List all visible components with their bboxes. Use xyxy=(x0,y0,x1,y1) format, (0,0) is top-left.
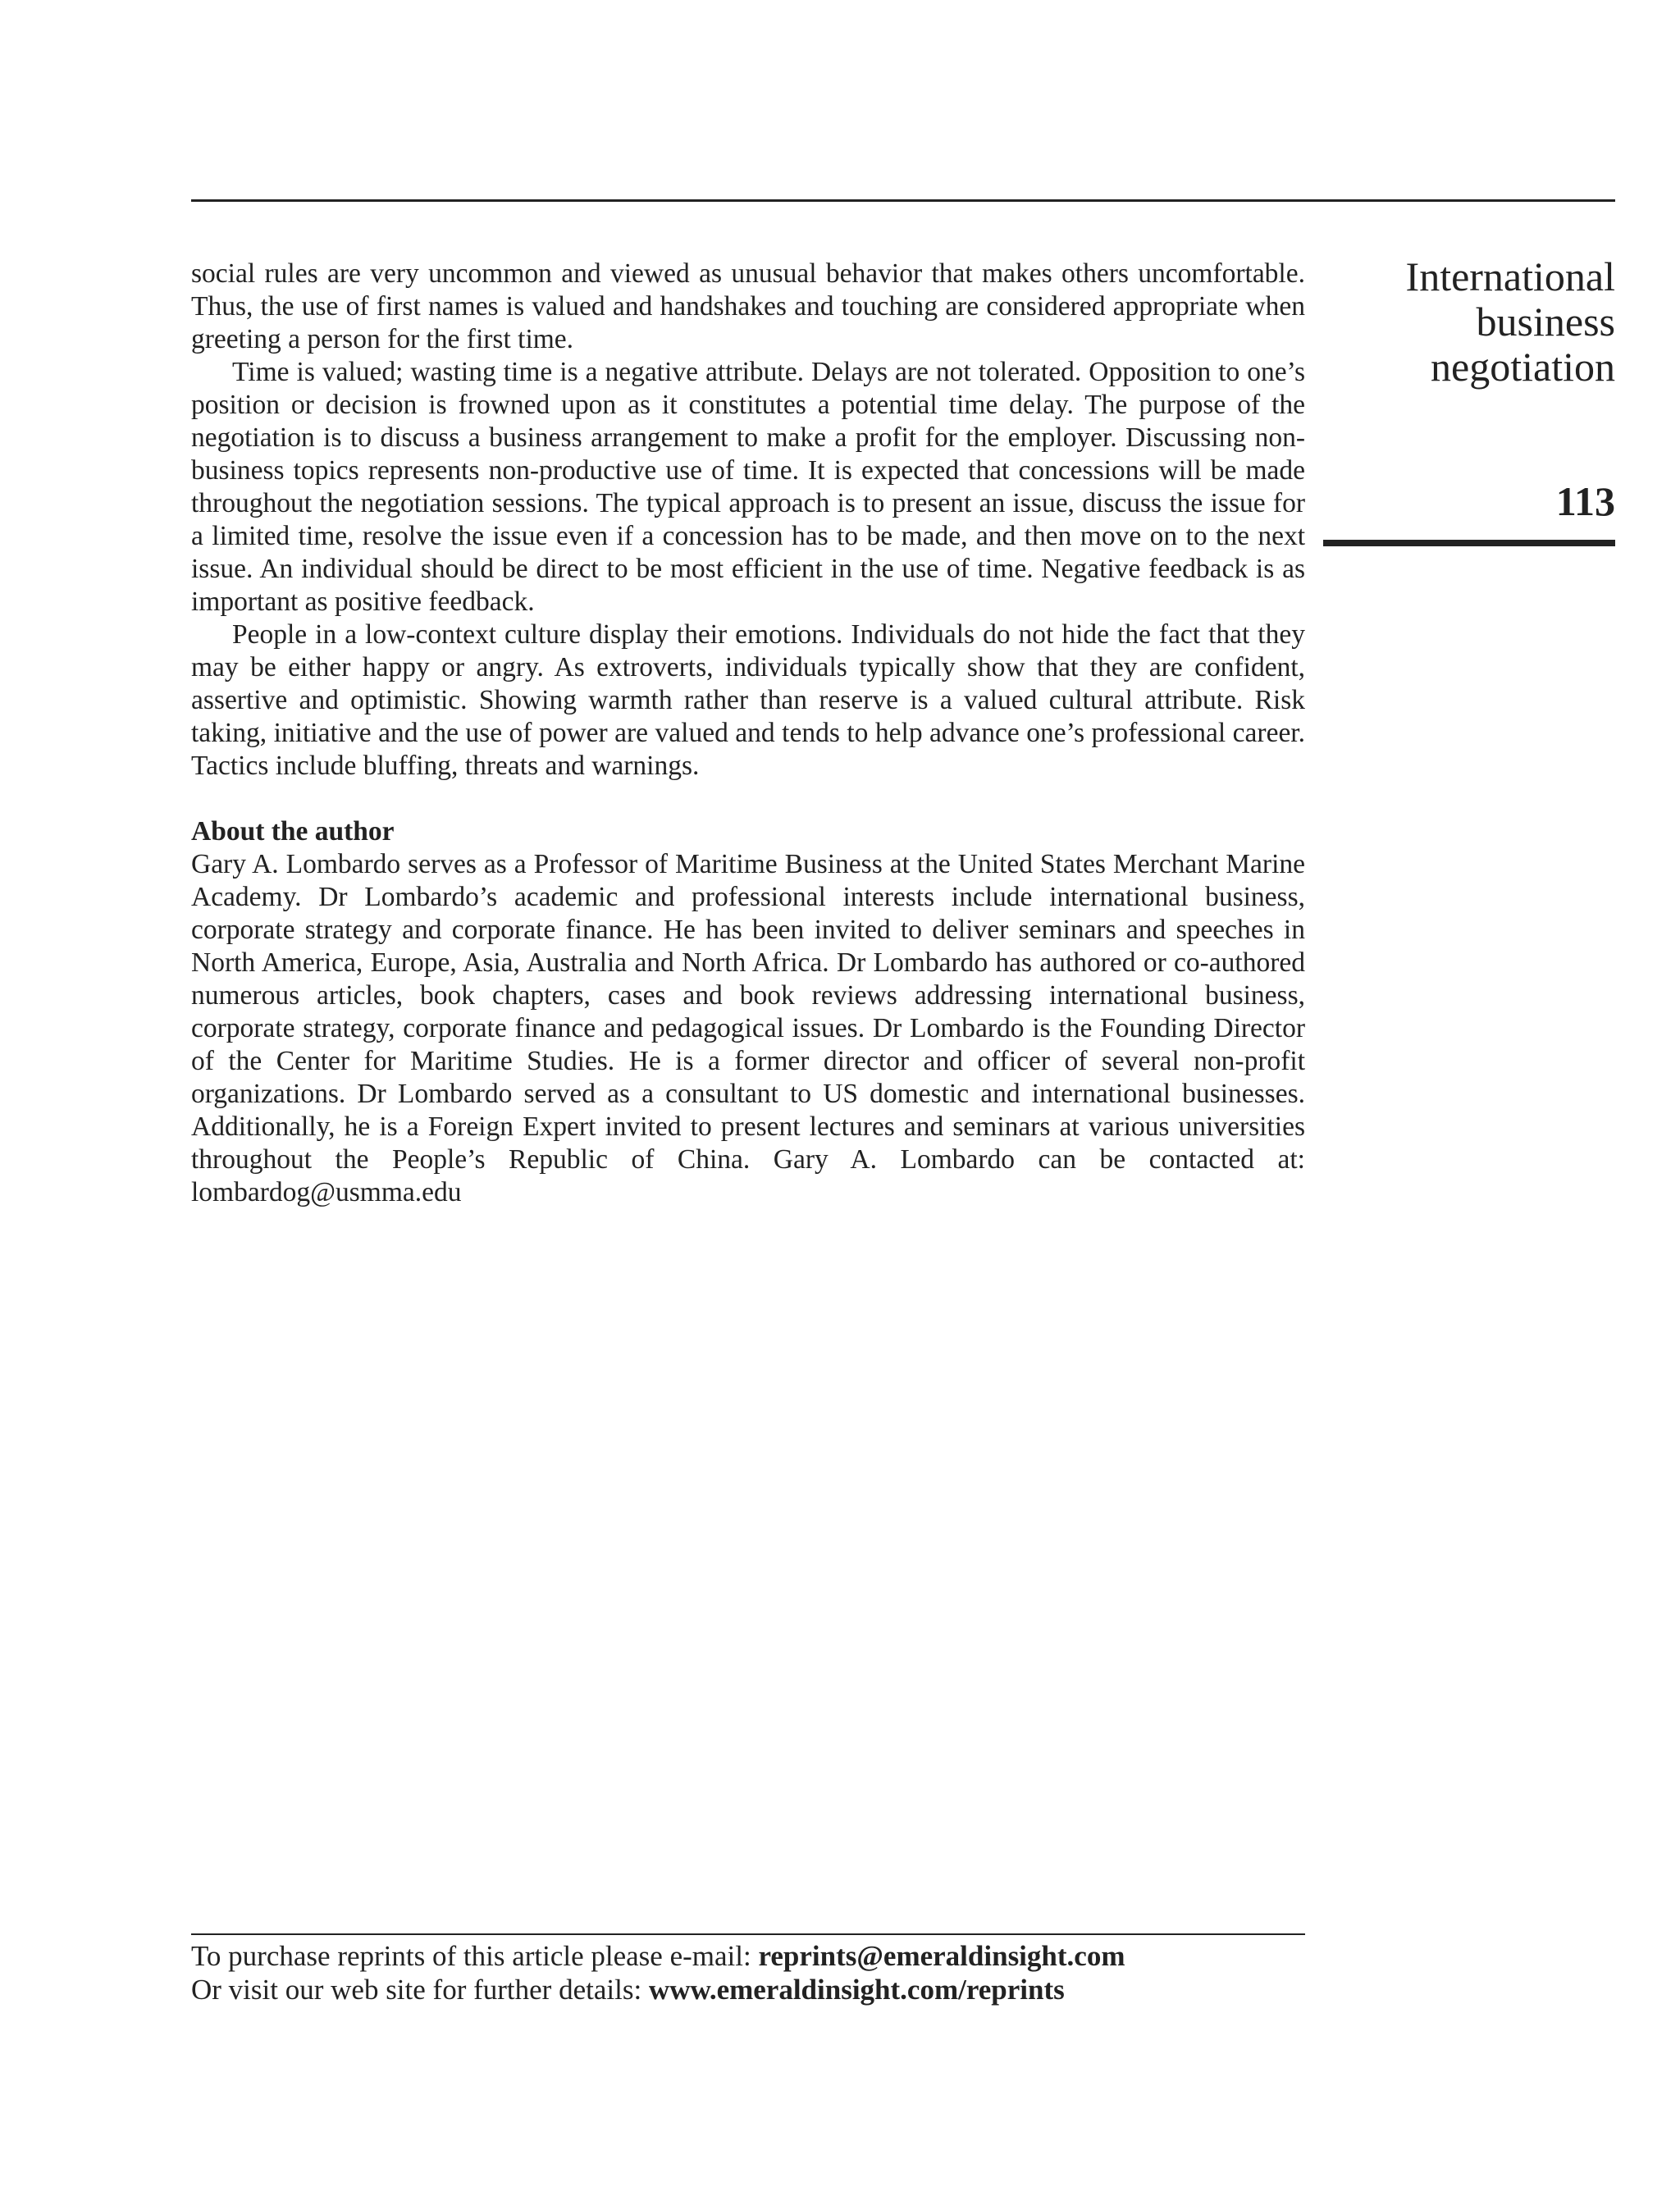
reprints-footer xyxy=(191,1939,1340,2006)
top-rule xyxy=(191,199,1615,202)
reprints-line xyxy=(191,1939,1340,1973)
reprints-email-link[interactable]: reprints@emeraldinsight.com xyxy=(758,1940,1125,1972)
running-title-line: negotiation xyxy=(1431,344,1615,390)
website-link[interactable]: www.emeraldinsight.com/reprints xyxy=(648,1974,1065,2006)
about-author-heading: About the author xyxy=(191,816,395,847)
body-paragraph: social rules are very uncommon and viewed as unusual behavior that makes others uncomfortable. Thus, the use of first names is valued and handshakes and touching are considered appropriate when greeting a person for the first time. xyxy=(191,258,1305,354)
body-paragraph: People in a low-context culture display their emotions. Individuals do not hide the fact that they may be either happy or angry. As extroverts, individuals typically show that they are confident, assertive and optimistic. Showing warmth rather than reserve is a valued cultural attribute. Risk taking, initiative and the use of power are valued and tends to help advance one’s professional career. Tactics include bluffing, threats and warnings. xyxy=(191,619,1305,781)
running-title xyxy=(1320,254,1615,390)
main-text-column xyxy=(191,258,1305,1209)
body-paragraph: Time is valued; wasting time is a negative attribute. Delays are not tolerated. Opposition to one’s position or decision is frowned upon as it constitutes a potential time delay. The purpose of the negotiation is to discuss a business arrangement to make a profit for the employer. Discussing non-business topics represents non-productive use of time. It is expected that concessions will be made throughout the negotiation sessions. The typical approach is to present an issue, discuss the issue for a limited time, resolve the issue even if a concession has to be made, and then move on to the next issue. An individual should be direct to be most efficient in the use of time. Negative feedback is as important as positive feedback. xyxy=(191,357,1305,617)
page-number: 113 xyxy=(1555,478,1615,524)
website-line xyxy=(191,1973,1340,2006)
page-number-rule xyxy=(1323,540,1615,546)
about-author-text: Gary A. Lombardo serves as a Professor of Maritime Business at the United States Merchant Marine Academy. Dr Lombardo’s academic and professional interests include international business, corporate strategy and corporate finance. He has been invited to deliver seminars and speeches in North America, Europe, Asia, Australia and North Africa. Dr Lombardo has authored or co-authored numerous articles, book chapters, cases and book reviews addressing international business, corporate strategy, corporate finance and pedagogical issues. Dr Lombardo is the Founding Director of the Center for Maritime Studies. He is a former director and officer of several non-profit organizations. Dr Lombardo served as a consultant to US domestic and international businesses. Additionally, he is a Foreign Expert invited to present lectures and seminars at various universities throughout the People’s Republic of China. Gary A. Lombardo can be contacted at: lombardog@usmma.edu xyxy=(191,849,1305,1207)
reprints-prefix: To purchase reprints of this article please e-mail: xyxy=(191,1940,759,1972)
footer-rule xyxy=(191,1933,1305,1935)
running-title-line: International xyxy=(1405,253,1615,299)
website-prefix: Or visit our web site for further details: xyxy=(191,1974,649,2006)
running-title-line: business xyxy=(1476,299,1615,345)
